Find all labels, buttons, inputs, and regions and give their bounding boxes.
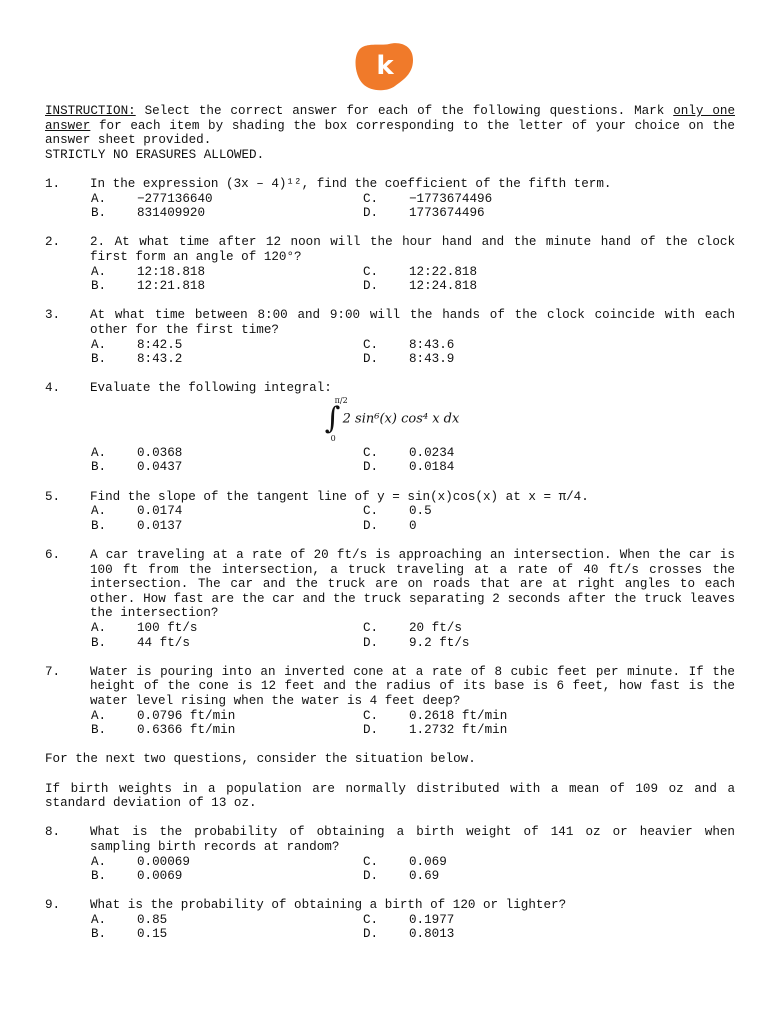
question-number: 2. xyxy=(45,235,61,250)
question-number: 9. xyxy=(45,898,61,913)
option-value-a: 0.0368 xyxy=(137,445,183,460)
question-text: A car traveling at a rate of 20 ft/s is approaching an intersection. When the car is 100 ft from the intersection, a truck traveling at a rate of 40 ft/s crosses the intersection. The car and the truck are on roads that are at right angles to each other. How fast are the car and the truck separating 2 seconds after the truck leaves the intersection? xyxy=(90,548,735,621)
question-4 xyxy=(45,367,735,475)
option-value-b: 0.0137 xyxy=(137,518,183,533)
option-value-a: 0.85 xyxy=(137,912,168,927)
answer-options xyxy=(45,709,735,738)
question-3 xyxy=(45,294,735,367)
exam-page xyxy=(45,104,735,942)
option-letter-a: A. xyxy=(91,621,107,635)
option-letter-c: C. xyxy=(363,621,379,635)
option-value-d: 0.69 xyxy=(409,869,440,884)
option-letter-b: B. xyxy=(91,279,107,294)
integral-upper-limit: π/2 xyxy=(334,395,348,405)
option-letter-b: B. xyxy=(91,869,107,884)
option-letter-a: A. xyxy=(91,337,107,352)
option-value-c: 0.0234 xyxy=(409,445,455,460)
option-value-b: 0.0069 xyxy=(137,869,183,884)
answer-options xyxy=(45,446,735,475)
option-value-b: 831409920 xyxy=(137,206,206,221)
question-text: What is the probability of obtaining a birth weight of 141 oz or heavier when sampling birth records at random? xyxy=(90,825,735,854)
question-7 xyxy=(45,650,735,738)
answer-options xyxy=(45,855,735,884)
option-value-c: 0.2618 ft/min xyxy=(409,708,508,723)
option-letter-d: D. xyxy=(363,460,379,475)
option-letter-c: C. xyxy=(363,445,379,460)
option-value-c: 12:22.818 xyxy=(409,264,478,279)
option-value-b: 0.6366 ft/min xyxy=(137,723,236,738)
instruction-block xyxy=(45,104,735,162)
option-value-d: 12:24.818 xyxy=(409,279,478,294)
interlude-situation: If birth weights in a population are normally distributed with a mean of 109 oz and a standard deviation of 13 oz. xyxy=(45,781,735,811)
instruction-label: INSTRUCTION: xyxy=(45,104,136,118)
option-letter-a: A. xyxy=(91,264,107,279)
answer-options xyxy=(45,913,735,942)
integral-lower-limit: 0 xyxy=(330,433,336,443)
option-value-b: 0.0437 xyxy=(137,460,183,475)
question-9 xyxy=(45,884,735,942)
option-letter-a: A. xyxy=(91,854,107,869)
option-letter-c: C. xyxy=(363,708,379,723)
option-value-d: 1.2732 ft/min xyxy=(409,723,508,738)
option-letter-d: D. xyxy=(363,723,379,738)
option-letter-d: D. xyxy=(363,352,379,367)
question-text: Find the slope of the tangent line of y = sin(x)cos(x) at x = π/4. xyxy=(90,489,589,504)
option-value-d: 9.2 ft/s xyxy=(409,635,470,650)
option-letter-a: A. xyxy=(91,708,107,723)
option-value-d: 8:43.9 xyxy=(409,352,455,367)
option-letter-c: C. xyxy=(363,504,379,519)
option-letter-d: D. xyxy=(363,518,379,533)
question-number: 7. xyxy=(45,664,61,679)
option-value-c: 0.5 xyxy=(409,504,432,519)
option-value-d: 1773674496 xyxy=(409,206,485,221)
option-value-a: 100 ft/s xyxy=(137,621,198,635)
question-2 xyxy=(45,221,735,294)
question-5 xyxy=(45,475,735,533)
option-value-b: 0.15 xyxy=(137,927,168,942)
option-letter-c: C. xyxy=(363,337,379,352)
option-value-a: −277136640 xyxy=(137,191,213,206)
option-letter-b: B. xyxy=(91,927,107,942)
option-letter-d: D. xyxy=(363,869,379,884)
option-letter-c: C. xyxy=(363,191,379,206)
question-number: 5. xyxy=(45,489,61,504)
option-value-d: 0.8013 xyxy=(409,927,455,942)
question-text: Water is pouring into an inverted cone at a rate of 8 cubic feet per minute. If the height of the cone is 12 feet and the radius of its base is 6 feet, how fast is the water level rising when the water is 4 feet deep? xyxy=(90,664,735,708)
answer-options xyxy=(45,621,735,650)
question-text: What is the probability of obtaining a birth of 120 or lighter? xyxy=(90,898,567,913)
question-text: At what time between 8:00 and 9:00 will the hands of the clock coincide with each other for the first time? xyxy=(90,308,735,337)
option-letter-d: D. xyxy=(363,927,379,942)
instruction-text-2: for each item by shading the box corresponding to the letter of your choice on the answer sheet provided. xyxy=(45,118,735,148)
option-value-a: 0.00069 xyxy=(137,854,190,869)
option-value-a: 8:42.5 xyxy=(137,337,183,352)
question-number: 1. xyxy=(45,176,61,191)
answer-options xyxy=(45,265,735,294)
option-letter-d: D. xyxy=(363,635,379,650)
option-value-a: 0.0796 ft/min xyxy=(137,708,236,723)
question-number: 3. xyxy=(45,308,61,323)
option-value-b: 44 ft/s xyxy=(137,635,190,650)
option-value-d: 0.0184 xyxy=(409,460,455,475)
option-value-c: −1773674496 xyxy=(409,191,493,206)
option-letter-c: C. xyxy=(363,912,379,927)
option-value-c: 0.1977 xyxy=(409,912,455,927)
option-letter-b: B. xyxy=(91,518,107,533)
answer-options xyxy=(45,192,735,221)
question-text: In the expression (3x – 4)¹², find the coefficient of the fifth term. xyxy=(90,176,612,191)
question-number: 6. xyxy=(45,548,61,563)
answer-options xyxy=(45,504,735,533)
option-letter-b: B. xyxy=(91,723,107,738)
integrand: 2 sin⁶(x) cos⁴ x dx xyxy=(342,411,460,427)
option-letter-d: D. xyxy=(363,279,379,294)
instruction-text-1: Select the correct answer for each of the following questions. Mark xyxy=(135,104,674,118)
option-letter-d: D. xyxy=(363,206,379,221)
option-value-b: 12:21.818 xyxy=(137,279,206,294)
option-letter-b: B. xyxy=(91,206,107,221)
option-letter-b: B. xyxy=(91,460,107,475)
option-value-c: 8:43.6 xyxy=(409,337,455,352)
question-1 xyxy=(45,162,735,220)
option-letter-c: C. xyxy=(363,264,379,279)
option-letter-b: B. xyxy=(91,352,107,367)
question-text: 2. At what time after 12 noon will the hour hand and the minute hand of the clock first form an angle of 120°? xyxy=(90,235,735,264)
integral-formula: ∫ π/2 0 2 sin⁶(x) cos⁴ x dx xyxy=(45,396,735,446)
option-letter-b: B. xyxy=(91,635,107,650)
option-value-b: 8:43.2 xyxy=(137,352,183,367)
option-value-d: 0 xyxy=(409,518,417,533)
option-letter-a: A. xyxy=(91,445,107,460)
instruction-underlined: only one answer xyxy=(45,104,735,133)
logo-letter: k xyxy=(376,51,394,81)
option-letter-a: A. xyxy=(91,191,107,206)
question-number: 8. xyxy=(45,825,61,840)
question-8 xyxy=(45,811,735,884)
interlude-intro: For the next two questions, consider the situation below. xyxy=(45,752,476,767)
question-number: 4. xyxy=(45,381,61,396)
answer-options xyxy=(45,338,735,367)
option-value-c: 20 ft/s xyxy=(409,621,462,635)
option-value-a: 0.0174 xyxy=(137,504,183,519)
option-letter-a: A. xyxy=(91,504,107,519)
option-letter-c: C. xyxy=(363,854,379,869)
question-6 xyxy=(45,533,735,650)
kahoot-logo xyxy=(351,40,417,92)
question-text: Evaluate the following integral: xyxy=(90,381,332,396)
option-value-c: 0.069 xyxy=(409,854,447,869)
instruction-warning: STRICTLY NO ERASURES ALLOWED. xyxy=(45,147,265,162)
option-letter-a: A. xyxy=(91,912,107,927)
option-value-a: 12:18.818 xyxy=(137,264,206,279)
